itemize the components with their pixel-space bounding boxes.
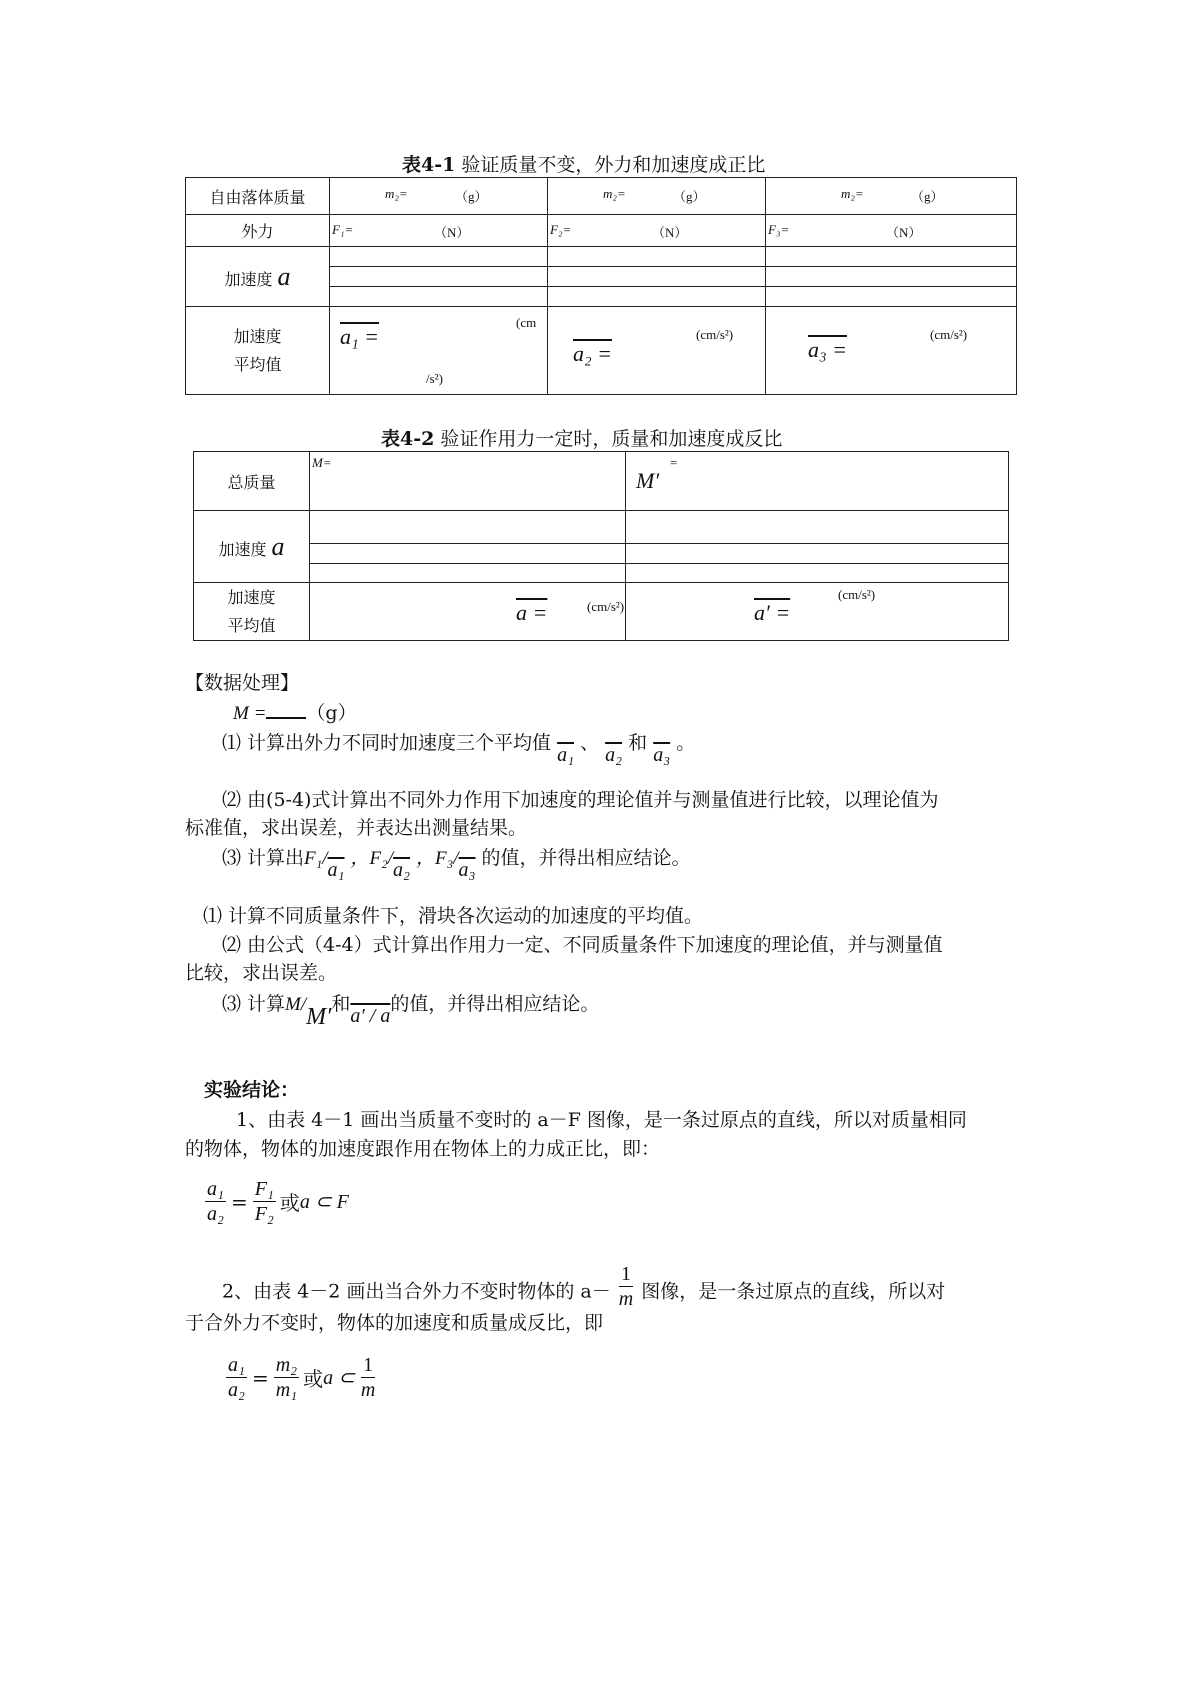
table2-avg-label: 加速度 平均值 [194, 583, 310, 641]
step2b-line1: ⑵ 由公式（4-4）式计算出作用力一定、不同质量条件下加速度的理论值，并与测量值 [222, 934, 943, 956]
table1-caption-number: 表4-1 [402, 154, 456, 176]
table1-avg-cell-1[interactable]: a₁ = (cm /s²) [330, 307, 548, 395]
table2 [193, 451, 1009, 641]
table1-accel-label: 加速度 a [186, 247, 330, 307]
accel-symbol: a [277, 261, 291, 291]
table1-force-cell-3[interactable]: F₃= （N） [766, 215, 1017, 247]
table1-accel-cell-1[interactable] [330, 247, 548, 307]
conclusion-p2-line2: 于合外力不变时，物体的加速度和质量成反比，即 [185, 1312, 604, 1334]
step1a: ⑴ 计算出外力不同时加速度三个平均值 a₁ 、 a₂ 和 a₃ 。 [222, 732, 696, 766]
conclusion-p1-line2: 的物体，物体的加速度跟作用在物体上的力成正比，即： [185, 1138, 661, 1160]
table1-force-label: 外力 [186, 215, 330, 247]
table1-avg-label: 加速度 平均值 [186, 307, 330, 395]
table2-row-avg [194, 583, 1009, 641]
conclusion-p2-line1: 2、由表 4－2 画出当合外力不变时物体的 a－ $\frac{1}{m}$ 图像，是一条过原点的直线，所以对 [222, 1263, 946, 1310]
m-line: M = （g） [233, 699, 357, 727]
formula-1-frac-a: $\frac{\text{a₁}}{\text{a₂}}$ [207, 1178, 224, 1225]
m-blank[interactable] [266, 699, 306, 719]
table2-mass-label: 总质量 [194, 452, 310, 511]
table2-caption-text: 验证作用力一定时，质量和加速度成反比 [434, 428, 783, 450]
conclusion-p2-frac: $\frac{1}{m}$ [618, 1263, 634, 1310]
table2-caption [381, 424, 782, 451]
table2-row-mass [194, 452, 1009, 511]
formula-2-frac-inv-m: $\frac{1}{m}$ [360, 1354, 376, 1401]
step3a: ⑶ 计算出F₁/a₁ ，F₂/a₂ ，F₃/a₃ 的值，并得出相应结论。 [222, 847, 691, 881]
accel-symbol: a [271, 531, 285, 561]
formula-2: $\frac{\text{a₁}}{\text{a₂}}$ = $\frac{\text{m₂}}{\text{m₁}}$ 或 a ⊂ $\frac{1}{m}$ [228, 1354, 376, 1401]
table1-row-avg [186, 307, 1017, 395]
table2-accel-cell-2[interactable] [626, 511, 1009, 583]
table1 [185, 177, 1017, 395]
table2-mass-cell-2[interactable]: M′ = [626, 452, 1009, 511]
table1-mass-label: 自由落体质量 [186, 178, 330, 215]
step1b: ⑴ 计算不同质量条件下，滑块各次运动的加速度的平均值。 [203, 905, 704, 927]
table1-mass-cell-2[interactable]: m₂= （g） [548, 178, 766, 215]
table2-accel-label: 加速度 a [194, 511, 310, 583]
table1-mass-cell-1[interactable]: m₂= （g） [330, 178, 548, 215]
table1-row-force [186, 215, 1017, 247]
table2-avg-cell-2[interactable]: a′ = (cm/s²) [626, 583, 1009, 641]
table2-row-accel [194, 511, 1009, 583]
step2b-line2: 比较，求出误差。 [185, 962, 338, 984]
table1-row-mass [186, 178, 1017, 215]
step3b: ⑶ 计算M/M′和a′ / a的值，并得出相应结论。 [222, 993, 600, 1030]
table1-avg-cell-2[interactable]: a₂ = (cm/s²) [548, 307, 766, 395]
table2-caption-number: 表4-2 [381, 428, 435, 450]
table1-force-cell-2[interactable]: F₂= （N） [548, 215, 766, 247]
table1-force-cell-1[interactable]: F₁= （N） [330, 215, 548, 247]
formula-1-frac-f: $\frac{\text{F₁}}{\text{F₂}}$ [254, 1178, 274, 1225]
table1-caption-text: 验证质量不变，外力和加速度成正比 [455, 154, 766, 176]
table2-mass-cell-1[interactable]: M= [310, 452, 626, 511]
step2a-line2: 标准值，求出误差，并表达出测量结果。 [185, 817, 528, 839]
data-processing-heading: 【数据处理】 [185, 672, 300, 694]
formula-2-frac-a: $\frac{\text{a₁}}{\text{a₂}}$ [228, 1354, 245, 1401]
table1-caption [402, 150, 765, 177]
table1-row-accel [186, 247, 1017, 307]
table1-accel-cell-3[interactable] [766, 247, 1017, 307]
table1-mass-cell-3[interactable]: m₂= （g） [766, 178, 1017, 215]
formula-2-frac-m: $\frac{\text{m₂}}{\text{m₁}}$ [275, 1354, 298, 1401]
table2-accel-cell-1[interactable] [310, 511, 626, 583]
step2a-line1: ⑵ 由(5-4)式计算出不同外力作用下加速度的理论值并与测量值进行比较，以理论值为 [222, 789, 939, 811]
conclusion-p1-line1: 1、由表 4－1 画出当质量不变时的 a－F 图像，是一条过原点的直线，所以对质量相同 [236, 1109, 967, 1131]
formula-1: $\frac{\text{a₁}}{\text{a₂}}$ = $\frac{\text{F₁}}{\text{F₂}}$ 或 a ⊂ F [207, 1178, 349, 1225]
conclusion-heading: 实验结论： [204, 1079, 300, 1101]
table1-avg-cell-3[interactable]: a₃ = (cm/s²) [766, 307, 1017, 395]
table1-accel-cell-2[interactable] [548, 247, 766, 307]
table2-avg-cell-1[interactable]: a = (cm/s²) [310, 583, 626, 641]
